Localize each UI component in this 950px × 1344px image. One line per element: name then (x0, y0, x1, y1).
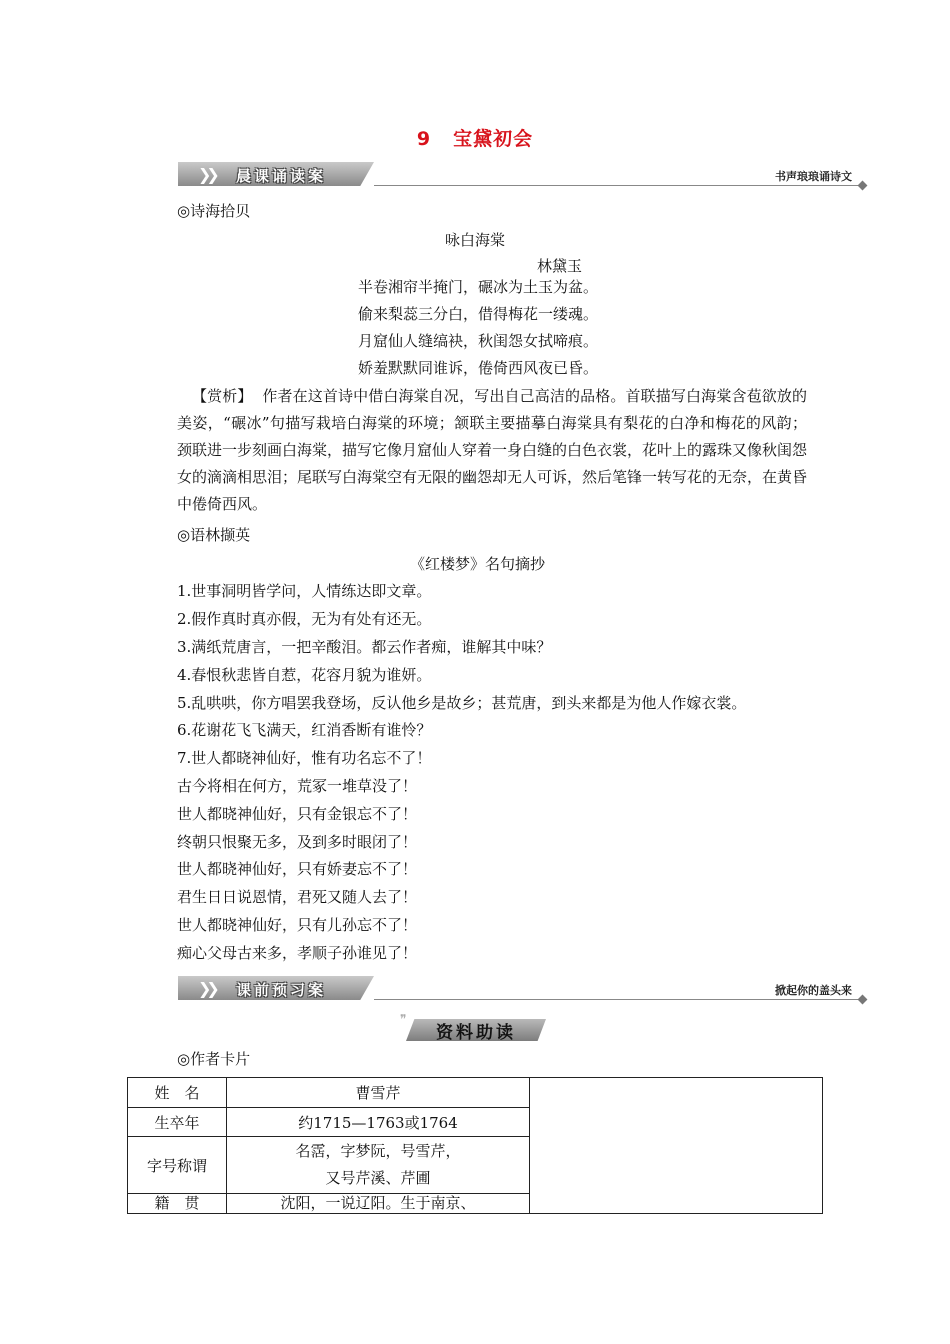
appreciation-paragraph (177, 383, 807, 518)
card-key: 生卒年 (128, 1108, 227, 1137)
quote-item: 痴心父母古来多，孝顺子孙谁见了！ (177, 944, 418, 962)
quote-item: 2.假作真时真亦假，无为有处有还无。 (177, 610, 432, 628)
quote-item: 世人都晓神仙好，只有儿孙忘不了！ (177, 916, 418, 934)
section-heading-quotes: ◎语林撷英 (177, 526, 251, 544)
banner-label: 课前预习案 (236, 981, 327, 999)
quotes-subtitle: 《红楼梦》名句摘抄 (410, 555, 546, 573)
quote-item: 古今将相在何方，荒冢一堆草没了！ (177, 777, 418, 795)
quote-item: 终朝只恨聚无多，及到多时眼闭了！ (177, 833, 418, 851)
diamond-icon (858, 995, 868, 1005)
card-value-line: 名霑，字梦阮，号雪芹， (295, 1142, 461, 1160)
appreciation-label: 【赏析】 (192, 387, 253, 405)
card-key: 姓 名 (128, 1078, 227, 1108)
card-value: 曹雪芹 (227, 1078, 530, 1108)
poem-title: 咏白海棠 (444, 231, 505, 249)
section-heading-poetry: ◎诗海拾贝 (177, 202, 251, 220)
author-card-table (127, 1077, 823, 1214)
banner-motto: 书声琅琅诵诗文 (775, 170, 852, 183)
card-key: 籍 贯 (128, 1194, 227, 1214)
quote-item: 3.满纸荒唐言，一把辛酸泪。都云作者痴，谁解其中味？ (177, 638, 552, 656)
materials-banner (400, 1012, 546, 1043)
chevron-icon: ❯❯ (198, 165, 215, 184)
card-value: 约1715—1763或1764 (227, 1108, 530, 1137)
card-value: 沈阳，一说辽阳。生于南京、 (227, 1194, 530, 1214)
diamond-icon (858, 181, 868, 191)
author-card-heading: ◎作者卡片 (177, 1050, 251, 1068)
appreciation-text: 作者在这首诗中借白海棠自况，写出自己高洁的品格。首联描写白海棠含苞欲放的美姿，“碾冰”句描写栽培白海棠的环境；颔联主要描摹白海棠具有梨花的白净和梅花的风韵；颈联进一步刻画白海棠，描写它像月窟仙人穿着一身白缝的白色衣裳，花叶上的露珠又像秋闺怨女的滴滴相思泪；尾联写白海棠空有无限的幽怨却无人可诉，然后笔锋一转写花的无奈，在黄昏中倦倚西风。 (177, 387, 808, 513)
quote-item: 4.春恨秋悲皆自惹，花容月貌为谁妍。 (177, 666, 432, 684)
table-row (128, 1078, 823, 1108)
card-key: 字号称谓 (128, 1137, 227, 1194)
poem-line: 月窟仙人缝缟袂，秋闺怨女拭啼痕。 (358, 332, 599, 350)
poem-line: 半卷湘帘半掩门，碾冰为土玉为盆。 (358, 278, 599, 296)
page-title (0, 124, 950, 151)
materials-label: 资料助读 (436, 1023, 516, 1043)
poem-line: 偷来梨蕊三分白，借得梅花一缕魂。 (358, 305, 599, 323)
lesson-number: 9 (416, 128, 432, 150)
banner-motto: 掀起你的盖头来 (775, 984, 852, 997)
quote-item: 世人都晓神仙好，只有金银忘不了！ (177, 805, 418, 823)
quote-item: 世人都晓神仙好，只有娇妻忘不了！ (177, 860, 418, 878)
banner-label: 晨课诵读案 (236, 167, 327, 185)
card-blank-cell (530, 1078, 823, 1214)
quote-item: 1.世事洞明皆学问，人情练达即文章。 (177, 582, 432, 600)
quote-item: 君生日日说恩情，君死又随人去了！ (177, 888, 418, 906)
lesson-title: 宝黛初会 (453, 128, 534, 150)
quote-item: 7.世人都晓神仙好，惟有功名忘不了！ (177, 749, 432, 767)
card-value (227, 1137, 530, 1194)
chevron-icon: ❯❯ (198, 979, 215, 998)
section-banner-preview (178, 976, 868, 1002)
poem-line: 娇羞默默同谁诉，倦倚西风夜已昏。 (358, 359, 599, 377)
quote-item: 6.花谢花飞飞满天，红消香断有谁怜？ (177, 721, 432, 739)
quote-item: 5.乱哄哄，你方唱罢我登场，反认他乡是故乡；甚荒唐，到头来都是为他人作嫁衣裳。 (177, 694, 747, 712)
card-value-line: 又号芹溪、芹圃 (325, 1169, 431, 1187)
section-banner-morning (178, 162, 868, 188)
quote-mark-icon: ❞ (400, 1012, 407, 1026)
poem-author: 林黛玉 (537, 257, 583, 275)
